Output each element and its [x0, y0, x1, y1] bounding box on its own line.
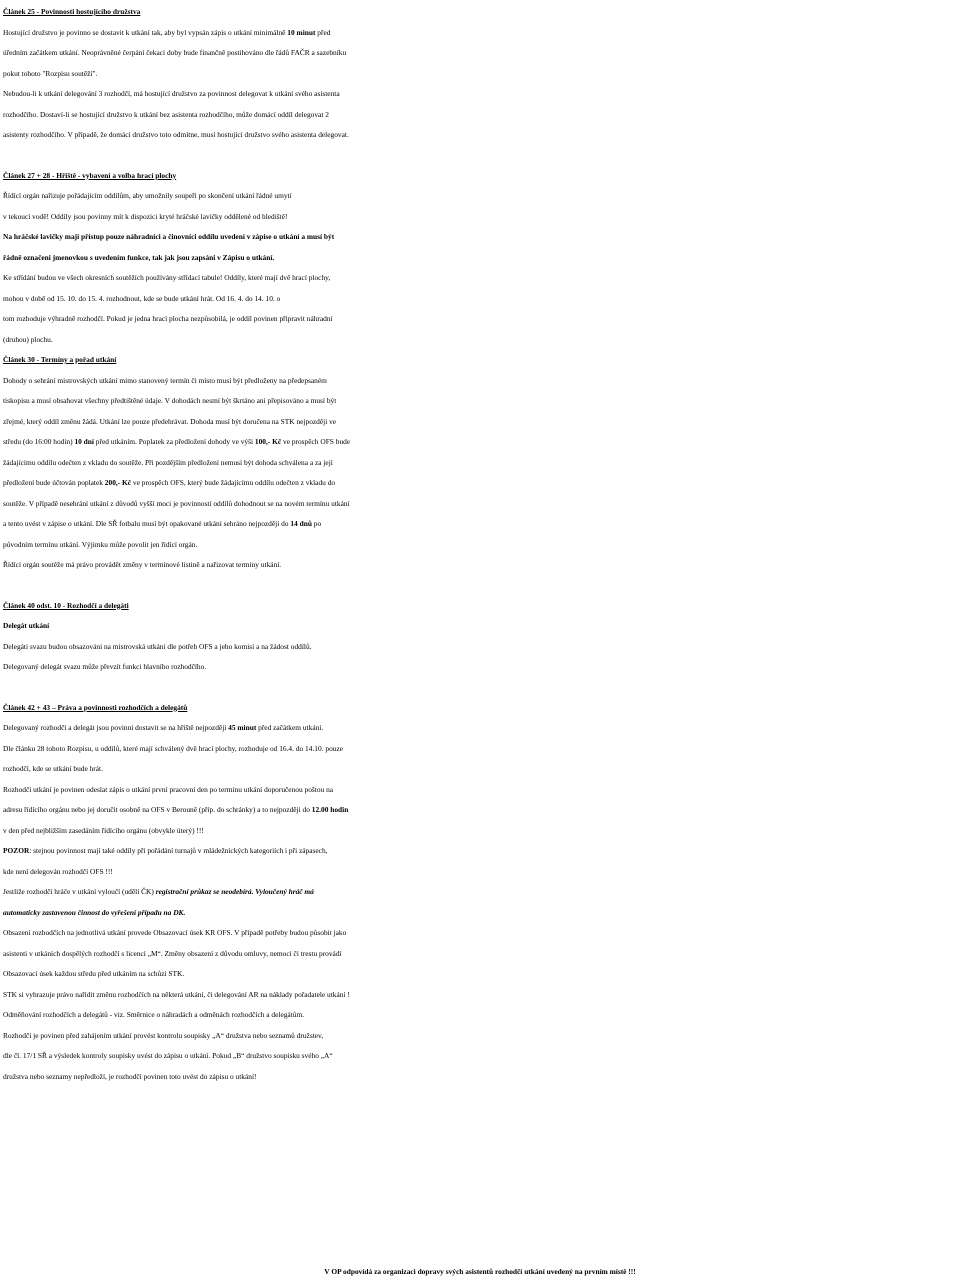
paragraph-line: Řídící orgán nařizuje pořádajícím oddílům, aby umožnily soupeři po skončení utkání řádné umytí [3, 191, 292, 200]
document-page [3, 2, 959, 1087]
paragraph-line: Obsazení rozhodčích na jednotlivá utkání provede Obsazovací úsek KR OFS. V případě potřeby budou působit jako [3, 928, 347, 937]
article-40 [3, 596, 959, 678]
paragraph-line: tiskopisu a musí obsahovat všechny předtištěné údaje. V dohodách nesmí být škrtáno ani přepisováno a musí být [3, 396, 337, 405]
spacer [3, 146, 959, 166]
paragraph-line: Delegáti svazu budou obsazováni na mistrovská utkání dle potřeb OFS a jeho komisí a na žádost oddílů. [3, 641, 312, 651]
paragraph-line-bold: řádně označeni jmenovkou s uvedením funkce, tak jak jsou zapsáni v Zápisu o utkání. [3, 252, 275, 262]
paragraph-line: asistenti v utkáních dospělých rozhodčí s licencí „M“. Změny obsazení z důvodu omluvy, nemoci či trestu provádí [3, 948, 342, 958]
article-25-title: Článek 25 - Povinnosti hostujícího družstva [3, 7, 141, 16]
paragraph-line [3, 473, 959, 494]
paragraph-line: Ke střídání budou ve všech okresních soutěžích používány střídací tabule! Oddíly, které mají dvě hrací plochy, [3, 273, 331, 282]
article-42-title: Článek 42 + 43 – Práva a povinnosti rozhodčích a delegátů [3, 702, 188, 712]
article-42 [3, 698, 959, 1088]
paragraph-line: Odměňování rozhodčích a delegátů - viz. Směrnice o náhradách a odměnách rozhodčích a delegátům. [3, 1010, 305, 1019]
paragraph-line: Rozhodčí je povinen před zahájením utkání provést kontrolu soupisky „A“ družstva nebo seznamů družstev, [3, 1030, 324, 1040]
bold-text: 14 dnů [290, 519, 312, 528]
text-run: adresu řídícího orgánu nebo jej doručit osobně na OFS v Berouně (příp. do schránky) a to nejpozději do [3, 805, 312, 814]
paragraph-line: tom rozhoduje výhradně rozhodčí. Pokud je jedna hrací plocha nezpůsobilá, je oddíl povinen připravit náhradní [3, 314, 333, 323]
paragraph-line: zřejmé, který oddíl změnu žádá. Utkání lze pouze předehrávat. Dohoda musí být doručena na STK nejpozději ve [3, 416, 337, 426]
bold-text: 10 minut [287, 27, 316, 37]
paragraph-line: rozhodčí, kde se utkání bude hrát. [3, 764, 103, 773]
paragraph-line [3, 882, 959, 903]
text-run: Hostující družstvo je povinno se dostavit k utkání tak, aby byl vypsán zápis o utkání minimálně [3, 27, 288, 37]
paragraph-line-bold: Na hráčské lavičky mají přístup pouze náhradníci a činovníci oddílu uvedení v zápise o utkání a musí být [3, 232, 335, 241]
paragraph-line: pokut tohoto "Rozpisu soutěží". [3, 68, 98, 78]
paragraph-line [3, 718, 959, 739]
article-27 [3, 166, 959, 351]
text-run: ve prospěch OFS, který bude žádajícímu oddílu odečten z vkladu do [131, 478, 336, 487]
paragraph-line: dle čl. 17/1 SŘ a výsledek kontroly soupisky uvést do zápisu o utkání. Pokud „B“ družstvo soupisku svého „A“ [3, 1051, 333, 1060]
paragraph-line [3, 800, 959, 821]
paragraph-line [3, 841, 959, 862]
article-30 [3, 350, 959, 576]
paragraph-line: Dle článku 28 tohoto Rozpisu, u oddílů, které mají schválený dvě hrací plochy, rozhoduje od 16.4. do 14.10. pouze [3, 743, 344, 753]
paragraph-line: úředním začátkem utkání. Neoprávněné čerpání čekací doby bude finančně postihováno dle řádů FAČR a sazebníku [3, 48, 347, 57]
paragraph-line: v tekoucí vodě! Oddíly jsou povinny mít k dispozici kryté hráčské lavičky oddělené od hlediště! [3, 211, 288, 221]
paragraph-line: družstva nebo seznamy nepředloží, je rozhodčí povinen toto uvést do zápisu o utkání! [3, 1071, 257, 1081]
article-40-subtitle: Delegát utkání [3, 621, 50, 630]
text-run: a tento uvést v zápise o utkání. Dle SŘ fotbalu musí být opakované utkání sehráno nejpozději do [3, 519, 291, 528]
paragraph-line: Nebudou-li k utkání delegování 3 rozhodčí, má hostující družstvo za povinnost delegovat k utkání svého asistenta [3, 89, 340, 98]
text-run: ve prospěch OFS bude [281, 437, 351, 446]
article-40-title: Článek 40 odst. 10 - Rozhodčí a delegáti [3, 600, 129, 610]
text-run: : stejnou povinnost mají také oddíly při pořádání turnajů v mládežnických kategoriích i při zápasech, [29, 846, 328, 855]
text-run: Jestliže rozhodčí hráče v utkání vyloučí (udělí ČK) [3, 887, 156, 896]
bold-text: 200,- Kč [104, 478, 132, 487]
bold-text: 100,- Kč [254, 437, 282, 446]
paragraph-line-bold-italic: automaticky zastavenou činnost do vyřešení případu na DK. [3, 907, 186, 917]
paragraph-line: STK si vyhrazuje právo nařídit změnu rozhodčích na některá utkání, či delegování AR na náklady pořadatele utkání ! [3, 989, 350, 999]
paragraph-line: Delegovaný delegát svazu může převzít funkci hlavního rozhodčího. [3, 662, 207, 671]
paragraph-line: soutěže. V případě nesehrání utkání z důvodů vyšší moci je povinností oddílů dohodnout se na novém termínu utkání [3, 498, 350, 508]
text-run: před [315, 27, 331, 37]
text-run: předložení bude účtován poplatek [3, 478, 105, 487]
bold-text: 10 dní [74, 437, 94, 446]
paragraph-line: v den před nejbližším zasedáním řídícího orgánu (obvykle úterý) !!! [3, 825, 204, 835]
paragraph-line: žádajícímu oddílu odečten z vkladu do soutěže. Při pozdějším předložení nemusí být dohoda schválena a za její [3, 457, 333, 467]
paragraph-line: Dohody o sehrání mistrovských utkání mimo stanovený termín či místo musí být předloženy na předepsaném [3, 375, 327, 385]
paragraph-line: rozhodčího. Dostaví-li se hostující družstvo k utkání bez asistenta rozhodčího, může domácí oddíl delegovat 2 [3, 109, 329, 119]
paragraph-line: Řídící orgán soutěže má právo provádět změny v termínové listině a nařizovat termíny utkání. [3, 560, 282, 569]
article-25 [3, 2, 959, 146]
footer-note: V OP odpovídá za organizaci dopravy svých asistentů rozhodčí utkání uvedený na prvním místě !!! [324, 1267, 636, 1276]
paragraph-line: (druhou) plochu. [3, 334, 53, 344]
text-run: před utkáním. Poplatek za předložení dohody ve výši [93, 437, 255, 446]
bold-text: 45 minut [228, 723, 257, 732]
paragraph-line: kde není delegován rozhodčí OFS !!! [3, 866, 113, 876]
text-run: Delegovaný rozhodčí a delegát jsou povinni dostavit se na hřiště nejpozději [3, 723, 229, 732]
paragraph-line: asistenty rozhodčího. V případě, že domácí družstvo toto odmítne, musí hostující družstvo svého asistenta delegovat. [3, 130, 349, 139]
bold-text: 12.00 hodin [311, 805, 349, 814]
article-27-title: Článek 27 + 28 - Hřiště - vybavení a volba hrací plochy [3, 170, 177, 180]
bold-italic-text: registrační průkaz se neodebírá. Vyloučený hráč má [155, 887, 314, 896]
text-run: středu (do 16:00 hodin) [3, 437, 75, 446]
paragraph-line: původním termínu utkání. Výjimku může povolit jen řídící orgán. [3, 539, 198, 549]
article-30-title: Článek 30 - Termíny a pořad utkání [3, 355, 117, 364]
paragraph-line: Obsazovací úsek každou středu před utkáním na schůzi STK. [3, 969, 185, 978]
paragraph-line [3, 23, 959, 44]
spacer [3, 678, 959, 698]
text-run: před začátkem utkání. [256, 723, 324, 732]
paragraph-line [3, 432, 959, 453]
bold-text: POZOR [3, 846, 30, 855]
text-run: po [311, 519, 322, 528]
paragraph-line [3, 514, 959, 535]
paragraph-line: mohou v době od 15. 10. do 15. 4. rozhodnout, kde se bude utkání hrát. Od 16. 4. do 14. 10. o [3, 293, 281, 303]
spacer [3, 576, 959, 596]
paragraph-line: Rozhodčí utkání je povinen odeslat zápis o utkání první pracovní den po termínu utkání doporučenou poštou na [3, 784, 334, 794]
